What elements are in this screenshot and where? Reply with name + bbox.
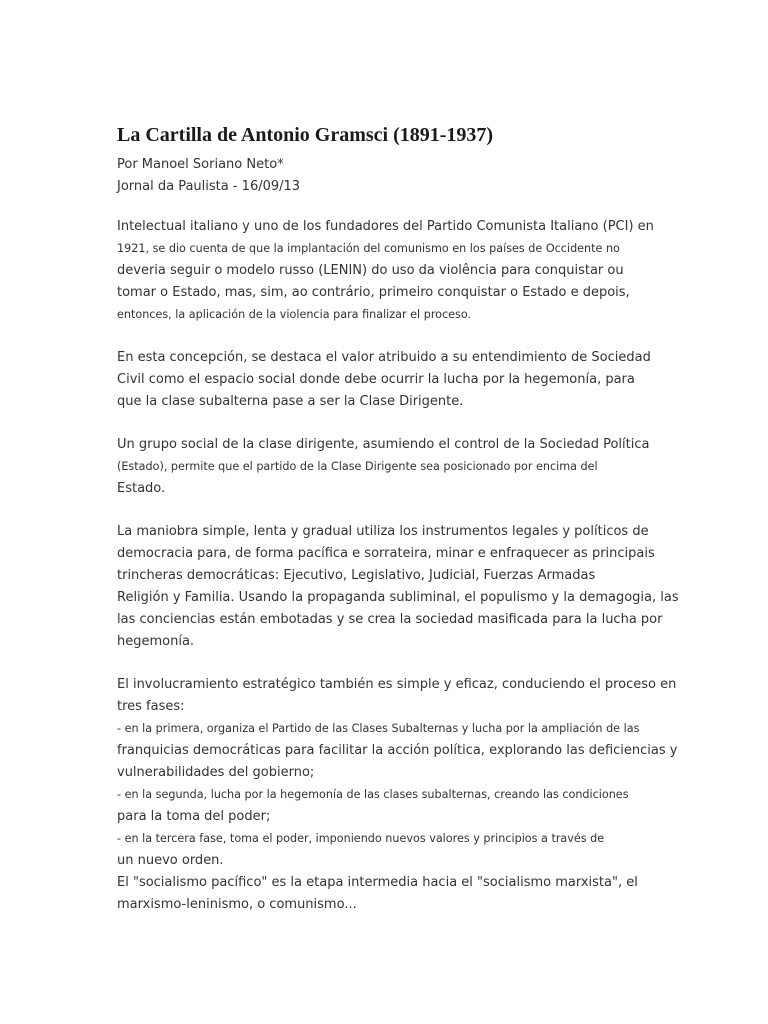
text-line: El "socialismo pacífico" es la etapa intermedia hacia el "socialismo marxista", el (117, 875, 638, 890)
text-line: entonces, la aplicación de la violencia para finalizar el proceso. (117, 308, 472, 321)
text-line: (Estado), permite que el partido de la Clase Dirigente sea posicionado por encima del (117, 460, 598, 473)
text-line: Estado. (117, 481, 166, 496)
text-line: tomar o Estado, mas, sim, ao contrário, primeiro conquistar o Estado e depois, (117, 285, 630, 300)
text-line: trincheras democráticas: Ejecutivo, Legislativo, Judicial, Fuerzas Armadas (117, 568, 596, 583)
text-line: - en la primera, organiza el Partido de las Clases Subalternas y lucha por la ampliación de las (117, 722, 640, 735)
text-line: que la clase subalterna pase a ser la Clase Dirigente. (117, 394, 464, 409)
text-line: Un grupo social de la clase dirigente, asumiendo el control de la Sociedad Política (117, 437, 650, 452)
text-line: marxismo-leninismo, o comunismo... (117, 897, 357, 912)
text-line: Civil como el espacio social donde debe ocurrir la lucha por la hegemonía, para (117, 372, 635, 387)
text-line: hegemonía. (117, 634, 195, 649)
text-line: - en la segunda, lucha por la hegemonía de las clases subalternas, creando las condiciones (117, 788, 629, 801)
paragraph-2 (117, 347, 658, 413)
text-line: para la toma del poder; (117, 809, 271, 824)
text-line: franquicias democráticas para facilitar la acción política, explorando las deficiencias y (117, 743, 678, 758)
text-line: 1921, se dio cuenta de que la implantación del comunismo en los países de Occidente no (117, 242, 620, 255)
source-line: Jornal da Paulista - 16/09/13 (117, 179, 301, 194)
paragraph-1 (117, 216, 658, 326)
text-line: vulnerabilidades del gobierno; (117, 765, 315, 780)
paragraph-3 (117, 434, 658, 500)
author-line: Por Manoel Soriano Neto* (117, 157, 284, 172)
text-line: - en la tercera fase, toma el poder, imponiendo nuevos valores y principios a través de (117, 832, 605, 845)
text-line: El involucramiento estratégico también es simple y eficaz, conduciendo el proceso en (117, 677, 677, 692)
text-line: Intelectual italiano y uno de los fundadores del Partido Comunista Italiano (PCI) en (117, 219, 654, 234)
text-line: Religión y Familia. Usando la propaganda subliminal, el populismo y la demagogia, las (117, 590, 679, 605)
paragraph-5 (117, 674, 678, 916)
article-body (117, 216, 679, 916)
paragraph-4 (117, 521, 679, 653)
byline (117, 154, 658, 198)
text-line: La maniobra simple, lenta y gradual utiliza los instrumentos legales y políticos de (117, 524, 649, 539)
document-title: La Cartilla de Antonio Gramsci (1891-1937) (117, 124, 494, 146)
text-line: un nuevo orden. (117, 853, 224, 868)
text-line: democracia para, de forma pacífica e sorrateira, minar e enfraquecer as principais (117, 546, 655, 561)
text-line: tres fases: (117, 699, 185, 714)
text-line: deveria seguir o modelo russo (LENIN) do uso da violência para conquistar ou (117, 263, 624, 278)
text-line: las conciencias están embotadas y se crea la sociedad masificada para la lucha por (117, 612, 663, 627)
text-line: En esta concepción, se destaca el valor atribuido a su entendimiento de Sociedad (117, 350, 651, 365)
